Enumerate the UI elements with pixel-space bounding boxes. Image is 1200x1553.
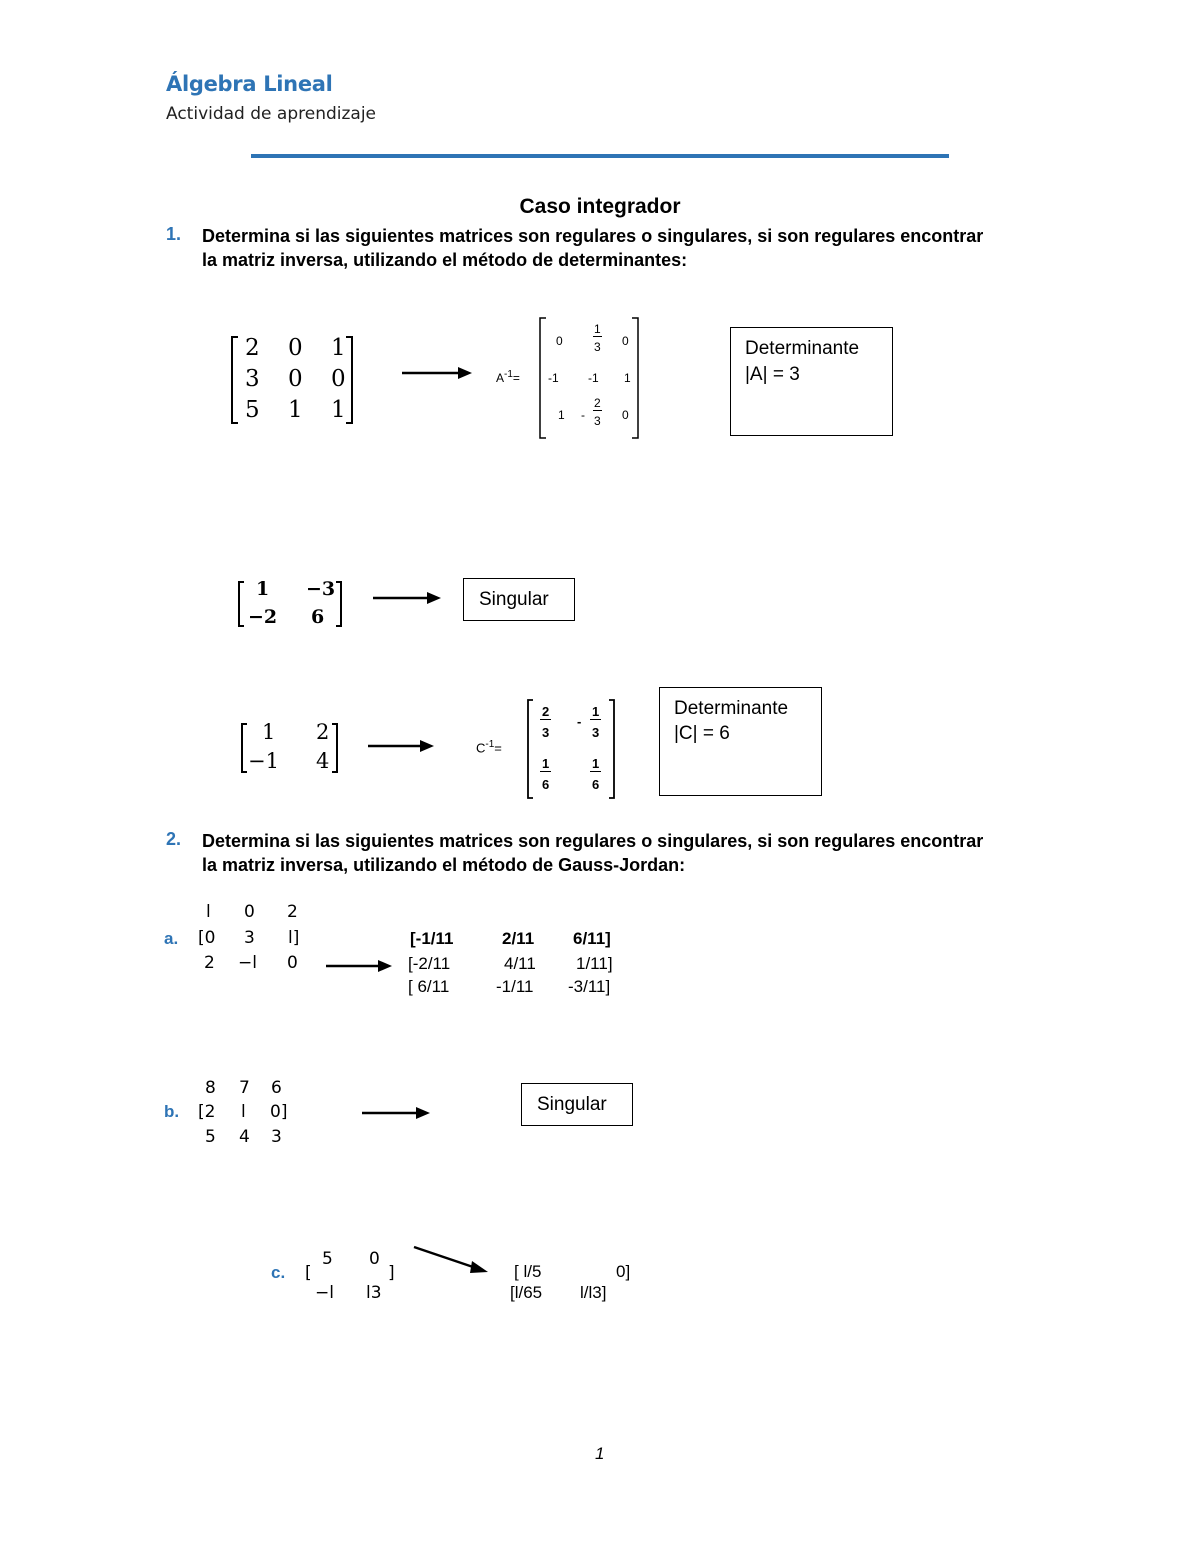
inverse-a-label — [496, 369, 520, 385]
q2a-result-cell: -1/11 — [496, 977, 534, 996]
q2c-cell: 5 — [322, 1249, 333, 1269]
q2c-cell: −l — [315, 1283, 334, 1303]
q2a-result — [408, 929, 638, 1001]
inverse-a-cell: 1 — [594, 322, 601, 336]
inverse-a-cell: -1 — [548, 371, 559, 385]
matrix-b-cell: 1 — [256, 578, 270, 600]
matrix-c-cell: 1 — [262, 720, 276, 744]
q2b-letter: b. — [164, 1102, 180, 1121]
inverse-c-cell: 1 — [592, 704, 600, 719]
matrix-b — [236, 578, 346, 630]
q2b-cell: 0] — [270, 1102, 288, 1122]
q2a-cell: [0 — [198, 928, 216, 948]
matrix-a-cell: 0 — [331, 366, 346, 392]
inverse-a-cell: 0 — [556, 334, 563, 348]
inverse-a-eq: = — [512, 371, 520, 385]
inverse-c-cell: 2 — [542, 704, 550, 719]
q2b-cell: 5 — [205, 1127, 216, 1147]
matrix-c-cell: −1 — [248, 749, 279, 773]
q2a-result-cell: -3/11] — [568, 977, 611, 996]
matrix-a-cell: 1 — [288, 397, 303, 423]
determinant-a-box — [730, 327, 893, 436]
inverse-c-letter: C — [476, 740, 486, 756]
q2a-cell: l — [206, 902, 211, 922]
q2b-cell: [2 — [198, 1102, 216, 1122]
q2c-letter: c. — [271, 1263, 286, 1282]
q2a-cell: 2 — [204, 953, 215, 973]
q2c-result-cell: l/l3] — [580, 1283, 607, 1302]
inverse-a-letter: A — [496, 371, 505, 385]
q2b-matrix — [198, 1078, 298, 1154]
arrow-icon — [368, 737, 440, 755]
inverse-a-cell: 2 — [594, 396, 601, 410]
matrix-b-cell: 6 — [311, 606, 325, 628]
q2c-close: ] — [388, 1263, 395, 1283]
inverse-c-label — [476, 739, 502, 755]
arrow-icon — [373, 589, 445, 607]
matrix-c — [238, 720, 344, 776]
inverse-a-cell: 3 — [594, 340, 601, 354]
q2a-cell: l] — [288, 928, 300, 948]
case-title: Caso integrador — [519, 195, 681, 218]
q2b-cell: l — [241, 1102, 246, 1122]
q2a-cell: −l — [238, 953, 257, 973]
q2b-cell: 3 — [271, 1127, 282, 1147]
inverse-c-cell: 1 — [542, 756, 550, 771]
matrix-a-cell: 1 — [331, 397, 346, 423]
q2a-cell: 2 — [287, 902, 298, 922]
inverse-c-cell: 3 — [592, 725, 600, 740]
matrix-c-cell: 4 — [316, 749, 330, 773]
matrix-a-cell: 3 — [245, 366, 260, 392]
q2b-cell: 7 — [239, 1078, 250, 1098]
q1-number: 1. — [166, 224, 182, 244]
q2b-cell: 4 — [239, 1127, 250, 1147]
header-rule — [251, 154, 949, 158]
page-number: 1 — [595, 1444, 605, 1463]
matrix-a — [228, 335, 363, 425]
arrow-icon — [326, 957, 398, 975]
q2a-result-cell: 6/11] — [573, 929, 611, 948]
singular-2b-text: Singular — [537, 1094, 607, 1115]
arrow-icon — [402, 364, 474, 382]
inverse-c-cell: 6 — [592, 777, 600, 792]
q2c-open: [ — [305, 1263, 312, 1283]
inverse-c-eq: = — [494, 740, 502, 756]
inverse-a — [536, 316, 642, 440]
q2a-matrix — [198, 902, 318, 978]
q2-number: 2. — [166, 829, 182, 849]
inverse-c — [524, 698, 618, 800]
inverse-a-cell: 3 — [594, 414, 601, 428]
inverse-a-cell: 0 — [622, 334, 629, 348]
course-title: Álgebra Lineal — [166, 72, 333, 96]
matrix-b-cell: −3 — [306, 578, 336, 600]
q2b-cell: 6 — [271, 1078, 282, 1098]
q2c-cell: l3 — [366, 1283, 382, 1303]
matrix-a-cell: 5 — [245, 397, 260, 423]
matrix-a-cell: 0 — [288, 335, 303, 361]
arrow-icon — [412, 1244, 492, 1278]
singular-2b-box — [521, 1083, 633, 1126]
determinant-a-label: Determinante — [745, 338, 860, 359]
arrow-icon — [362, 1104, 434, 1122]
q2c-result — [508, 1262, 638, 1306]
matrix-b-cell: −2 — [248, 606, 278, 628]
q2a-result-cell: 2/11 — [502, 929, 535, 948]
inverse-a-cell: -1 — [588, 371, 599, 385]
q1-text: Determina si las siguientes matrices son regulares o singulares, si son regulares encontrar la matriz inversa, utilizando el método de determinantes: — [202, 226, 984, 270]
q2a-result-cell: [-2/11 — [408, 954, 451, 973]
inverse-a-cell: 1 — [558, 408, 565, 422]
q2-text: Determina si las siguientes matrices son regulares o singulares, si son regulares encontrar la matriz inversa, utilizando el método de Gauss-Jordan: — [202, 831, 984, 875]
inverse-a-cell: 1 — [624, 371, 631, 385]
q2a-result-cell: [ 6/11 — [408, 977, 450, 996]
singular-b-box — [463, 578, 575, 621]
matrix-a-cell: 2 — [245, 335, 260, 361]
inverse-a-cell: 0 — [622, 408, 629, 422]
course-subtitle: Actividad de aprendizaje — [166, 104, 377, 124]
q2a-cell: 0 — [244, 902, 255, 922]
determinant-c-value: |C| = 6 — [674, 723, 730, 744]
q2a-letter: a. — [164, 929, 179, 948]
determinant-c-box — [659, 687, 822, 796]
q2a-cell: 3 — [244, 928, 255, 948]
matrix-a-cell: 1 — [331, 335, 346, 361]
matrix-a-cell: 0 — [288, 366, 303, 392]
q2b-cell: 8 — [205, 1078, 216, 1098]
q2c-matrix — [303, 1247, 403, 1303]
q2a-result-cell: [-1/11 — [410, 929, 454, 948]
q2c-result-cell: [ l/5 — [514, 1262, 542, 1281]
inverse-a-sup: -1 — [504, 369, 513, 380]
inverse-c-cell: - — [577, 714, 582, 729]
q2a-result-cell: 4/11 — [504, 954, 536, 973]
inverse-c-sup: -1 — [485, 739, 495, 750]
q2c-result-cell: 0] — [616, 1262, 631, 1281]
inverse-c-cell: 3 — [542, 725, 550, 740]
q2c-cell: 0 — [369, 1249, 380, 1269]
inverse-c-cell: 6 — [542, 777, 550, 792]
inverse-c-cell: 1 — [592, 756, 600, 771]
singular-b-text: Singular — [479, 589, 549, 610]
inverse-a-cell: - — [581, 408, 585, 422]
q2a-cell: 0 — [287, 953, 298, 973]
q2c-result-cell: [l/65 — [510, 1283, 543, 1302]
q2a-result-cell: 1/11] — [576, 954, 613, 973]
determinant-a-value: |A| = 3 — [745, 364, 800, 385]
determinant-c-label: Determinante — [674, 698, 789, 719]
matrix-c-cell: 2 — [316, 720, 330, 744]
